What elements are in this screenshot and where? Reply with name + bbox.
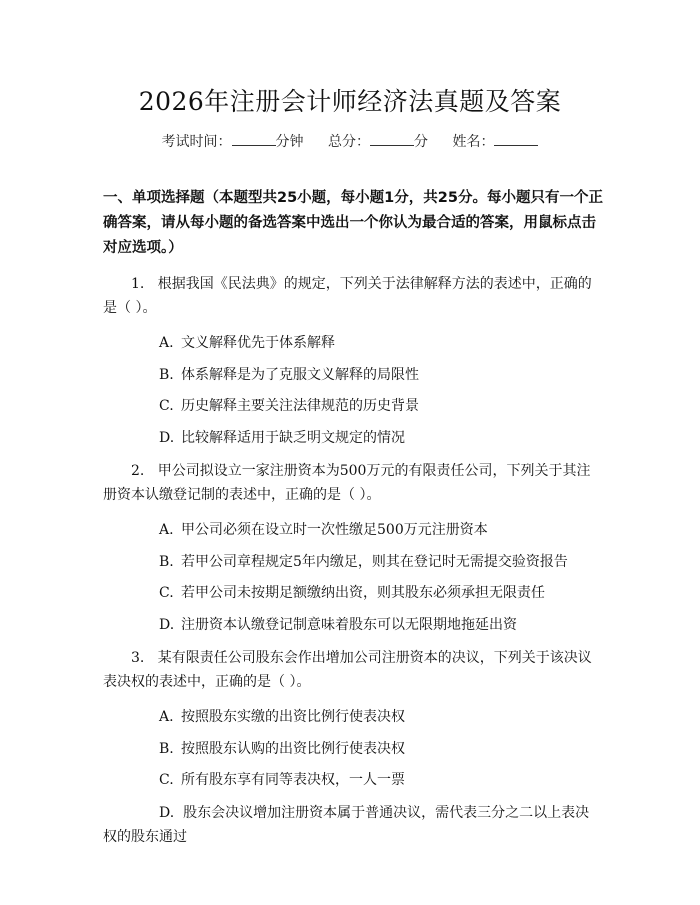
document-title: 2026年注册会计师经济法真题及答案 bbox=[138, 87, 562, 116]
option-letter: B. bbox=[159, 740, 174, 757]
question-2-options bbox=[159, 515, 603, 641]
question-text: 某有限责任公司股东会作出增加公司注册资本的决议，下列关于该决议表决权的表述中，正确的是（ ）。 bbox=[103, 650, 592, 690]
option-1a[interactable] bbox=[159, 328, 603, 360]
name-blank bbox=[494, 133, 538, 146]
option-letter: C. bbox=[159, 772, 174, 788]
question-3-options bbox=[159, 702, 603, 797]
option-1c[interactable] bbox=[159, 391, 603, 423]
option-text: 比较解释适用于缺乏明文规定的情况 bbox=[181, 429, 405, 446]
option-letter: D. bbox=[159, 616, 175, 633]
option-letter: A. bbox=[159, 709, 174, 725]
exam-score bbox=[328, 131, 428, 151]
option-letter: D. bbox=[159, 429, 175, 446]
score-label: 总分： bbox=[328, 134, 370, 150]
name-label: 姓名： bbox=[452, 134, 495, 150]
question-1 bbox=[103, 272, 603, 320]
exam-time bbox=[162, 131, 304, 151]
option-text: 若甲公司未按期足额缴纳出资，则其股东必须承担无限责任 bbox=[181, 585, 545, 601]
score-blank bbox=[370, 133, 414, 146]
question-number: 2. bbox=[131, 463, 145, 479]
question-2 bbox=[103, 459, 603, 507]
time-unit: 分钟 bbox=[275, 134, 304, 150]
question-text: 根据我国《民法典》的规定，下列关于法律解释方法的表述中，正确的是（ ）。 bbox=[103, 276, 592, 316]
question-number: 1. bbox=[131, 276, 145, 292]
option-letter: C. bbox=[159, 585, 174, 601]
option-text: 体系解释是为了克服文义解释的局限性 bbox=[181, 366, 419, 383]
question-number: 3. bbox=[131, 650, 145, 666]
time-label: 考试时间： bbox=[161, 134, 232, 150]
option-text: 股东会决议增加注册资本属于普通决议，需代表三分之二以上表决权的股东通过 bbox=[103, 804, 590, 845]
option-3b[interactable] bbox=[159, 734, 603, 766]
option-2d[interactable] bbox=[159, 610, 603, 642]
exam-name bbox=[452, 131, 538, 151]
option-text: 文义解释优先于体系解释 bbox=[181, 335, 335, 351]
option-3a[interactable] bbox=[159, 702, 603, 734]
exam-content bbox=[103, 186, 603, 849]
option-letter: B. bbox=[159, 553, 174, 570]
section-heading: 一、单项选择题（本题型共25小题，每小题1分，共25分。每小题只有一个正确答案，请从每小题的备选答案中选出一个你认为最合适的答案，用鼠标点击对应选项。） bbox=[103, 190, 603, 256]
exam-meta bbox=[0, 131, 700, 151]
question-1-options bbox=[159, 328, 603, 454]
option-text: 历史解释主要关注法律规范的历史背景 bbox=[181, 398, 419, 414]
option-letter: C. bbox=[159, 398, 174, 414]
option-text: 所有股东享有同等表决权，一人一票 bbox=[181, 772, 405, 788]
option-2a[interactable] bbox=[159, 515, 603, 547]
option-text: 甲公司必须在设立时一次性缴足500万元注册资本 bbox=[181, 522, 488, 538]
question-text: 甲公司拟设立一家注册资本为500万元的有限责任公司，下列关于其注册资本认缴登记制的表述中，正确的是（ ）。 bbox=[103, 463, 591, 503]
question-3 bbox=[103, 646, 603, 694]
option-2c[interactable] bbox=[159, 578, 603, 610]
option-text: 注册资本认缴登记制意味着股东可以无限期地拖延出资 bbox=[181, 616, 517, 633]
option-text: 若甲公司章程规定5年内缴足，则其在登记时无需提交验资报告 bbox=[181, 553, 568, 570]
option-3d[interactable] bbox=[103, 801, 603, 849]
option-letter: A. bbox=[159, 335, 174, 351]
option-letter: B. bbox=[159, 366, 174, 383]
option-1d[interactable] bbox=[159, 423, 603, 455]
option-letter: A. bbox=[159, 522, 174, 538]
option-3c[interactable] bbox=[159, 765, 603, 797]
option-text: 按照股东认购的出资比例行使表决权 bbox=[181, 740, 405, 757]
score-unit: 分 bbox=[414, 134, 428, 150]
option-letter: D. bbox=[159, 804, 175, 821]
option-1b[interactable] bbox=[159, 360, 603, 392]
option-2b[interactable] bbox=[159, 547, 603, 579]
option-text: 按照股东实缴的出资比例行使表决权 bbox=[181, 709, 405, 725]
time-blank bbox=[232, 133, 276, 146]
